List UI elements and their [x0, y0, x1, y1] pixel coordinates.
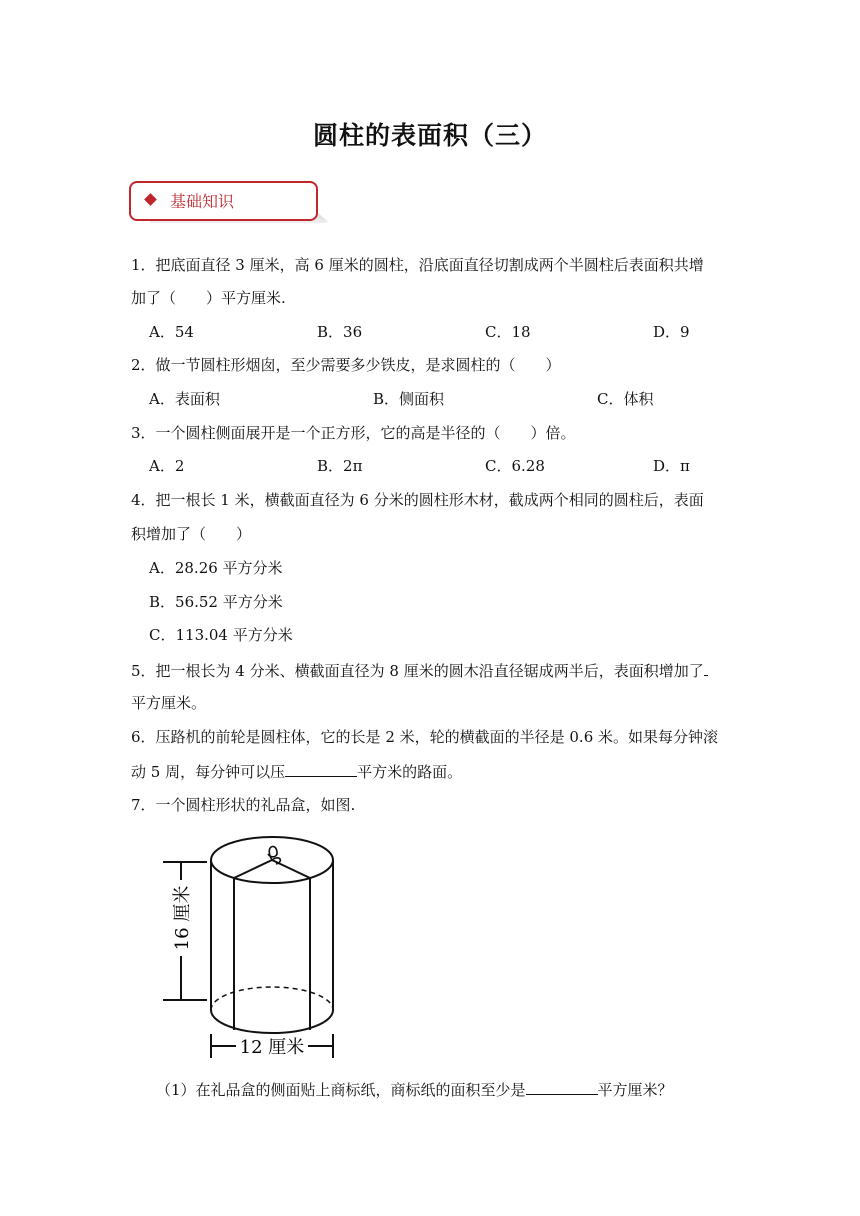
question-4-text-cont: 积增加了（ ） [131, 525, 252, 543]
question-6-text: 6．压路机的前轮是圆柱体，它的长是 2 米，轮的横截面的半径是 0.6 米。如果每分钟滚 [131, 728, 719, 746]
question-4-text: 4．把一根长 1 米，横截面直径为 6 分米的圆柱形木材，截成两个相同的圆柱后，表面 [131, 491, 704, 509]
question-3-option-d: D．π [653, 457, 690, 475]
question-7-sub-1-before-blank: （1）在礼品盒的侧面贴上商标纸，商标纸的面积至少是 [156, 1081, 526, 1099]
question-1-option-d: D．9 [653, 323, 690, 341]
question-1-option-c: C．18 [485, 323, 531, 341]
question-3-option-b: B．2π [317, 457, 363, 475]
section-header-label: 基础知识 [170, 192, 235, 211]
question-5-text [131, 659, 708, 681]
cylinder-figure [150, 828, 350, 1063]
question-4-option-b: B．56.52 平方分米 [149, 593, 283, 611]
question-2-option-c: C．体积 [597, 390, 654, 408]
question-2-option-b: B．侧面积 [373, 390, 445, 408]
answer-blank[interactable] [704, 659, 708, 676]
question-2-option-a: A．表面积 [149, 390, 220, 408]
question-6-text-cont [131, 760, 462, 782]
question-1-option-a: A．54 [149, 323, 194, 341]
question-3-option-a: A．2 [149, 457, 185, 475]
question-1-text-cont: 加了（ ）平方厘米. [131, 289, 286, 307]
question-7-sub-1 [156, 1078, 673, 1100]
height-label: 16 厘米 [172, 885, 193, 951]
answer-blank[interactable] [526, 1078, 598, 1095]
question-1-option-b: B．36 [317, 323, 363, 341]
page-title: 圆柱的表面积（三） [312, 121, 547, 150]
width-label: 12 厘米 [239, 1037, 305, 1058]
question-7-text: 7．一个圆柱形状的礼品盒，如图. [131, 796, 356, 814]
question-6-text-before-blank: 动 5 周，每分钟可以压 [131, 763, 286, 781]
question-6-text-after-blank: 平方米的路面。 [357, 763, 463, 781]
question-3-option-c: C．6.28 [485, 457, 545, 475]
question-7-sub-1-after-blank: 平方厘米？ [597, 1081, 673, 1099]
answer-blank[interactable] [285, 760, 357, 777]
question-3-text: 3．一个圆柱侧面展开是一个正方形，它的高是半径的（ ）倍。 [131, 424, 576, 442]
question-2-text: 2．做一节圆柱形烟囱，至少需要多少铁皮，是求圆柱的（ ） [131, 356, 561, 374]
question-5-text-cont: 平方厘米。 [131, 694, 207, 712]
question-5-text-main: 5．把一根长为 4 分米、横截面直径为 8 厘米的圆木沿直径锯成两半后，表面积增加了 [131, 662, 704, 680]
question-4-option-c: C．113.04 平方分米 [149, 626, 293, 644]
question-1-text: 1．把底面直径 3 厘米，高 6 厘米的圆柱，沿底面直径切割成两个半圆柱后表面积共增 [131, 256, 704, 274]
question-4-option-a: A．28.26 平方分米 [149, 559, 283, 577]
